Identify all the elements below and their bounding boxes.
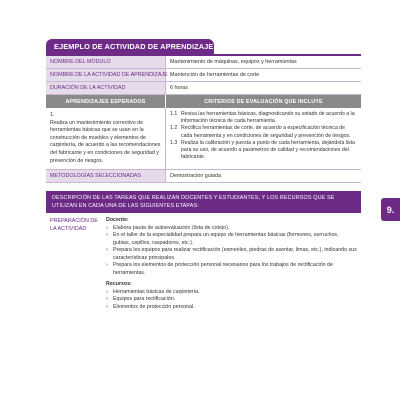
list-item-text: Equipos para rectificación. — [113, 296, 176, 303]
recursos-title: Recursos: — [106, 281, 132, 288]
criterion-text: Revisa las herramientas básicas, diagnosticando su estado de acuerdo a la información técnica de cada herramienta. — [181, 111, 355, 125]
methodology-value: Demostración guiada — [170, 173, 221, 180]
list-item — [106, 296, 357, 304]
list-item-text: Prepara los equipos para realizar rectificación (esmeriles, piedras de asentar, limas, etc.), indicando sus características principales. — [113, 247, 357, 261]
criterion-text: Rectifica herramientas de corte, de acuerdo a especificación técnica de cada herramienta y en condiciones de seguridad y prevención de riesgos. — [181, 125, 351, 139]
criterion-text: Realiza la calibración y puesta a punto de cada herramienta, dejándola lista para su uso, de acuerdo a parámetros de calidad y recomendaciones del fabricante. — [181, 139, 355, 161]
list-item — [106, 304, 357, 312]
list-item-text: Elementos de protección personal. — [113, 303, 195, 310]
preparation-row — [46, 213, 361, 315]
criterion-number: 1.3 — [170, 139, 178, 146]
info-label: NOMBRE DE LA ACTIVIDAD DE APRENDIZAJE — [46, 69, 166, 81]
criteria-subheader — [46, 95, 361, 108]
methodology-label: METODOLOGÍAS SELECCIONADAS — [46, 170, 166, 182]
learning-number: 1. — [50, 112, 55, 118]
preparation-body — [102, 213, 361, 315]
list-item — [106, 225, 357, 233]
criterion-number: 1.2 — [170, 125, 178, 132]
description-header: DESCRIPCIÓN DE LAS TAREAS QUE REALIZAN DOCENTES Y ESTUDIANTES, Y LOS RECURSOS QUE SE UTILIZAN EN CADA UNA DE LAS SIGUIENTES ETAPAS: — [46, 191, 361, 213]
list-item — [106, 289, 357, 297]
bullet-icon: › — [106, 262, 108, 269]
preparation-label: PREPARACIÓN DE LA ACTIVIDAD — [50, 218, 98, 232]
methodology-row — [46, 170, 361, 183]
learning-outcome — [46, 108, 166, 169]
criteria-row — [46, 108, 361, 170]
docente-title: Docente: — [106, 217, 129, 224]
criteria-header: CRITERIOS DE EVALUACIÓN QUE INCLUYE — [166, 95, 361, 108]
bullet-icon: › — [106, 247, 108, 254]
list-item — [106, 262, 357, 277]
chapter-tab: 9. — [381, 198, 400, 221]
criterion-item — [170, 125, 357, 139]
bullet-icon: › — [106, 224, 108, 231]
activity-sheet — [46, 39, 361, 315]
list-item-text: En el taller de la especialidad prepara un equipo de herramientas básicas (formones, serruchos, gubias, cepillos, raspadores, etc.). — [113, 232, 339, 246]
sheet-title: EJEMPLO DE ACTIVIDAD DE APRENDIZAJE — [46, 39, 214, 54]
learning-header: APRENDIZAJES ESPERADOS — [46, 95, 166, 108]
criterion-item — [170, 140, 357, 162]
info-label: NOMBRE DEL MÓDULO — [46, 56, 166, 68]
info-value: Mantenimiento de máquinas, equipos y herramientas — [170, 59, 297, 65]
bullet-icon: › — [106, 232, 108, 239]
info-value: Mantención de herramientas de corte — [170, 72, 260, 78]
bullet-icon: › — [106, 288, 108, 295]
info-label: DURACIÓN DE LA ACTIVIDAD — [46, 82, 166, 94]
info-value: 6 horas — [170, 85, 188, 91]
info-row-activity — [46, 69, 361, 82]
bullet-icon: › — [106, 296, 108, 303]
section-gap — [46, 183, 361, 191]
list-item-text: Prepara los elementos de protección personal necesarios para los trabajos de rectificación de herramientas. — [113, 262, 333, 276]
criterion-item — [170, 111, 357, 125]
criterion-number: 1.1 — [170, 111, 178, 117]
list-item — [106, 232, 357, 247]
list-item-text: Herramientas básicas de carpintería. — [113, 288, 200, 295]
learning-text: Realiza un mantenimiento correctivo de herramientas básicas que se usan en la construcción de muebles y elementos de carpintería, de acuerdo a las recomendaciones del fabricante y en condiciones de seguridad y prevención de riesgos. — [50, 119, 161, 164]
info-row-duration — [46, 82, 361, 95]
criteria-list — [166, 108, 361, 169]
list-item — [106, 247, 357, 262]
info-row-module — [46, 56, 361, 69]
list-item-text: Elabora pauta de autoevaluación (lista de cotejo). — [113, 224, 230, 231]
bullet-icon: › — [106, 303, 108, 310]
